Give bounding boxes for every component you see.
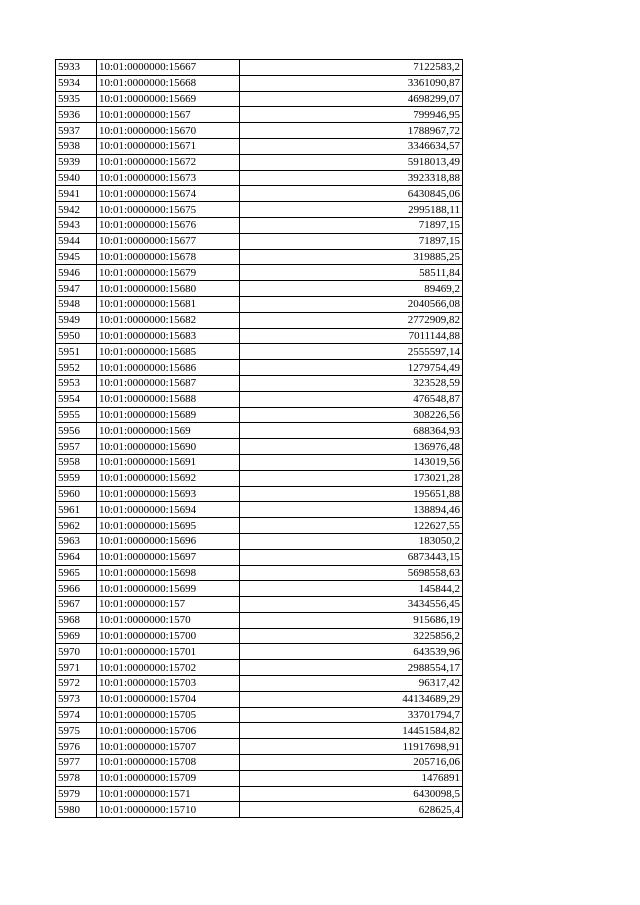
table-row	[56, 75, 463, 91]
cadastral-number-cell: 10:01:0000000:1567	[97, 107, 240, 123]
cadastral-value-cell: 319885,25	[240, 249, 463, 265]
cadastral-number-cell: 10:01:0000000:15697	[97, 549, 240, 565]
row-number-cell: 5963	[56, 533, 97, 549]
row-number-cell: 5971	[56, 660, 97, 676]
row-number-cell: 5935	[56, 91, 97, 107]
cadastral-number-cell: 10:01:0000000:1569	[97, 423, 240, 439]
cadastral-number-cell: 10:01:0000000:15698	[97, 565, 240, 581]
table-row	[56, 755, 463, 771]
cadastral-number-cell: 10:01:0000000:15691	[97, 454, 240, 470]
cadastral-value-cell: 2995188,11	[240, 202, 463, 218]
row-number-cell: 5955	[56, 407, 97, 423]
cadastral-value-cell: 195651,88	[240, 486, 463, 502]
cadastral-value-cell: 71897,15	[240, 217, 463, 233]
table-row	[56, 707, 463, 723]
row-number-cell: 5936	[56, 107, 97, 123]
table-row	[56, 502, 463, 518]
row-number-cell: 5973	[56, 691, 97, 707]
row-number-cell: 5946	[56, 265, 97, 281]
cadastral-value-cell: 1476891	[240, 770, 463, 786]
cadastral-value-cell: 122627,55	[240, 518, 463, 534]
cadastral-value-cell: 71897,15	[240, 233, 463, 249]
row-number-cell: 5942	[56, 202, 97, 218]
cadastral-value-cell: 2040566,08	[240, 296, 463, 312]
cadastral-value-cell: 5698558,63	[240, 565, 463, 581]
row-number-cell: 5967	[56, 597, 97, 613]
row-number-cell: 5952	[56, 360, 97, 376]
row-number-cell: 5960	[56, 486, 97, 502]
table-row	[56, 391, 463, 407]
cadastral-number-cell: 10:01:0000000:15695	[97, 518, 240, 534]
cadastral-number-cell: 10:01:0000000:15673	[97, 170, 240, 186]
cadastral-number-cell: 10:01:0000000:15707	[97, 739, 240, 755]
row-number-cell: 5975	[56, 723, 97, 739]
row-number-cell: 5933	[56, 60, 97, 76]
cadastral-number-cell: 10:01:0000000:15686	[97, 360, 240, 376]
row-number-cell: 5939	[56, 154, 97, 170]
table-row	[56, 138, 463, 154]
cadastral-number-cell: 10:01:0000000:15667	[97, 60, 240, 76]
row-number-cell: 5969	[56, 628, 97, 644]
table-row	[56, 312, 463, 328]
cadastral-number-cell: 10:01:0000000:15668	[97, 75, 240, 91]
cadastral-number-cell: 10:01:0000000:15696	[97, 533, 240, 549]
table-row	[56, 470, 463, 486]
cadastral-value-cell: 6430098,5	[240, 786, 463, 802]
table-body	[56, 60, 463, 818]
cadastral-value-cell: 628625,4	[240, 802, 463, 818]
table-row	[56, 154, 463, 170]
cadastral-number-cell: 10:01:0000000:15701	[97, 644, 240, 660]
row-number-cell: 5938	[56, 138, 97, 154]
cadastral-value-cell: 14451584,82	[240, 723, 463, 739]
cadastral-number-cell: 10:01:0000000:15670	[97, 123, 240, 139]
table-row	[56, 328, 463, 344]
cadastral-number-cell: 10:01:0000000:15704	[97, 691, 240, 707]
table-row	[56, 723, 463, 739]
cadastral-number-cell: 10:01:0000000:15702	[97, 660, 240, 676]
row-number-cell: 5948	[56, 296, 97, 312]
row-number-cell: 5980	[56, 802, 97, 818]
cadastral-value-cell: 476548,87	[240, 391, 463, 407]
table-row	[56, 628, 463, 644]
row-number-cell: 5944	[56, 233, 97, 249]
row-number-cell: 5947	[56, 281, 97, 297]
row-number-cell: 5972	[56, 676, 97, 692]
cadastral-value-cell: 3923318,88	[240, 170, 463, 186]
cadastral-value-cell: 4698299,07	[240, 91, 463, 107]
row-number-cell: 5977	[56, 755, 97, 771]
table-row	[56, 660, 463, 676]
cadastral-number-cell: 10:01:0000000:15677	[97, 233, 240, 249]
row-number-cell: 5959	[56, 470, 97, 486]
cadastral-number-cell: 10:01:0000000:15703	[97, 676, 240, 692]
row-number-cell: 5950	[56, 328, 97, 344]
row-number-cell: 5941	[56, 186, 97, 202]
cadastral-value-cell: 58511,84	[240, 265, 463, 281]
cadastral-value-cell: 143019,56	[240, 454, 463, 470]
table-row	[56, 597, 463, 613]
row-number-cell: 5965	[56, 565, 97, 581]
cadastral-value-cell: 643539,96	[240, 644, 463, 660]
row-number-cell: 5961	[56, 502, 97, 518]
row-number-cell: 5937	[56, 123, 97, 139]
cadastral-number-cell: 10:01:0000000:15681	[97, 296, 240, 312]
table-row	[56, 439, 463, 455]
cadastral-value-cell: 7011144,88	[240, 328, 463, 344]
table-row	[56, 60, 463, 76]
table-row	[56, 296, 463, 312]
table-row	[56, 612, 463, 628]
cadastral-number-cell: 10:01:0000000:15688	[97, 391, 240, 407]
table-row	[56, 486, 463, 502]
cadastral-number-cell: 10:01:0000000:15674	[97, 186, 240, 202]
table-row	[56, 691, 463, 707]
cadastral-value-cell: 96317,42	[240, 676, 463, 692]
cadastral-value-cell: 44134689,29	[240, 691, 463, 707]
cadastral-number-cell: 10:01:0000000:15676	[97, 217, 240, 233]
cadastral-number-cell: 10:01:0000000:15690	[97, 439, 240, 455]
cadastral-number-cell: 10:01:0000000:15694	[97, 502, 240, 518]
cadastral-number-cell: 10:01:0000000:15689	[97, 407, 240, 423]
row-number-cell: 5962	[56, 518, 97, 534]
table-row	[56, 107, 463, 123]
cadastral-value-cell: 145844,2	[240, 581, 463, 597]
cadastral-value-cell: 11917698,91	[240, 739, 463, 755]
cadastral-value-cell: 3225856,2	[240, 628, 463, 644]
table-row	[56, 186, 463, 202]
row-number-cell: 5966	[56, 581, 97, 597]
table-row	[56, 249, 463, 265]
table-row	[56, 423, 463, 439]
table-row	[56, 676, 463, 692]
cadastral-number-cell: 10:01:0000000:15685	[97, 344, 240, 360]
cadastral-value-cell: 5918013,49	[240, 154, 463, 170]
table-row	[56, 770, 463, 786]
table-row	[56, 533, 463, 549]
cadastral-value-cell: 1279754,49	[240, 360, 463, 376]
cadastral-value-cell: 33701794,7	[240, 707, 463, 723]
table-row	[56, 360, 463, 376]
row-number-cell: 5968	[56, 612, 97, 628]
row-number-cell: 5970	[56, 644, 97, 660]
cadastral-value-cell: 915686,19	[240, 612, 463, 628]
table-row	[56, 581, 463, 597]
row-number-cell: 5945	[56, 249, 97, 265]
cadastral-value-cell: 205716,06	[240, 755, 463, 771]
cadastral-number-cell: 10:01:0000000:15669	[97, 91, 240, 107]
row-number-cell: 5964	[56, 549, 97, 565]
row-number-cell: 5978	[56, 770, 97, 786]
cadastral-number-cell: 10:01:0000000:15710	[97, 802, 240, 818]
cadastral-number-cell: 10:01:0000000:15709	[97, 770, 240, 786]
cadastral-value-cell: 3434556,45	[240, 597, 463, 613]
cadastral-number-cell: 10:01:0000000:15700	[97, 628, 240, 644]
cadastral-value-cell: 799946,95	[240, 107, 463, 123]
cadastral-value-cell: 3361090,87	[240, 75, 463, 91]
table-row	[56, 739, 463, 755]
table-row	[56, 217, 463, 233]
table-row	[56, 202, 463, 218]
cadastral-number-cell: 10:01:0000000:15705	[97, 707, 240, 723]
table-row	[56, 233, 463, 249]
row-number-cell: 5974	[56, 707, 97, 723]
cadastral-value-cell: 2988554,17	[240, 660, 463, 676]
cadastral-value-cell: 2772909,82	[240, 312, 463, 328]
cadastral-value-cell: 183050,2	[240, 533, 463, 549]
cadastral-number-cell: 10:01:0000000:15675	[97, 202, 240, 218]
cadastral-value-cell: 308226,56	[240, 407, 463, 423]
cadastral-number-cell: 10:01:0000000:15682	[97, 312, 240, 328]
table-row	[56, 518, 463, 534]
cadastral-number-cell: 10:01:0000000:15680	[97, 281, 240, 297]
cadastral-number-cell: 10:01:0000000:1571	[97, 786, 240, 802]
table-row	[56, 565, 463, 581]
cadastral-number-cell: 10:01:0000000:1570	[97, 612, 240, 628]
cadastral-number-cell: 10:01:0000000:15706	[97, 723, 240, 739]
table-row	[56, 123, 463, 139]
cadastral-value-cell: 323528,59	[240, 375, 463, 391]
cadastral-number-cell: 10:01:0000000:15683	[97, 328, 240, 344]
cadastral-value-cell: 136976,48	[240, 439, 463, 455]
cadastral-value-cell: 688364,93	[240, 423, 463, 439]
cadastral-value-table	[55, 59, 463, 818]
row-number-cell: 5954	[56, 391, 97, 407]
cadastral-number-cell: 10:01:0000000:15708	[97, 755, 240, 771]
table-row	[56, 644, 463, 660]
row-number-cell: 5956	[56, 423, 97, 439]
row-number-cell: 5940	[56, 170, 97, 186]
row-number-cell: 5957	[56, 439, 97, 455]
cadastral-number-cell: 10:01:0000000:15678	[97, 249, 240, 265]
table-row	[56, 91, 463, 107]
cadastral-number-cell: 10:01:0000000:15693	[97, 486, 240, 502]
table-row	[56, 281, 463, 297]
table-row	[56, 344, 463, 360]
cadastral-value-cell: 6873443,15	[240, 549, 463, 565]
row-number-cell: 5976	[56, 739, 97, 755]
row-number-cell: 5958	[56, 454, 97, 470]
row-number-cell: 5949	[56, 312, 97, 328]
table-row	[56, 549, 463, 565]
cadastral-value-cell: 138894,46	[240, 502, 463, 518]
cadastral-number-cell: 10:01:0000000:15699	[97, 581, 240, 597]
cadastral-value-cell: 89469,2	[240, 281, 463, 297]
table-row	[56, 265, 463, 281]
cadastral-number-cell: 10:01:0000000:157	[97, 597, 240, 613]
row-number-cell: 5979	[56, 786, 97, 802]
cadastral-value-cell: 3346634,57	[240, 138, 463, 154]
table-row	[56, 375, 463, 391]
table-row	[56, 407, 463, 423]
cadastral-value-cell: 7122583,2	[240, 60, 463, 76]
table-row	[56, 786, 463, 802]
table-row	[56, 802, 463, 818]
table-row	[56, 454, 463, 470]
cadastral-number-cell: 10:01:0000000:15671	[97, 138, 240, 154]
cadastral-value-cell: 173021,28	[240, 470, 463, 486]
row-number-cell: 5943	[56, 217, 97, 233]
cadastral-value-cell: 2555597,14	[240, 344, 463, 360]
cadastral-value-cell: 6430845,06	[240, 186, 463, 202]
row-number-cell: 5934	[56, 75, 97, 91]
cadastral-value-cell: 1788967,72	[240, 123, 463, 139]
cadastral-number-cell: 10:01:0000000:15672	[97, 154, 240, 170]
row-number-cell: 5951	[56, 344, 97, 360]
cadastral-number-cell: 10:01:0000000:15692	[97, 470, 240, 486]
table-row	[56, 170, 463, 186]
row-number-cell: 5953	[56, 375, 97, 391]
cadastral-number-cell: 10:01:0000000:15687	[97, 375, 240, 391]
cadastral-number-cell: 10:01:0000000:15679	[97, 265, 240, 281]
